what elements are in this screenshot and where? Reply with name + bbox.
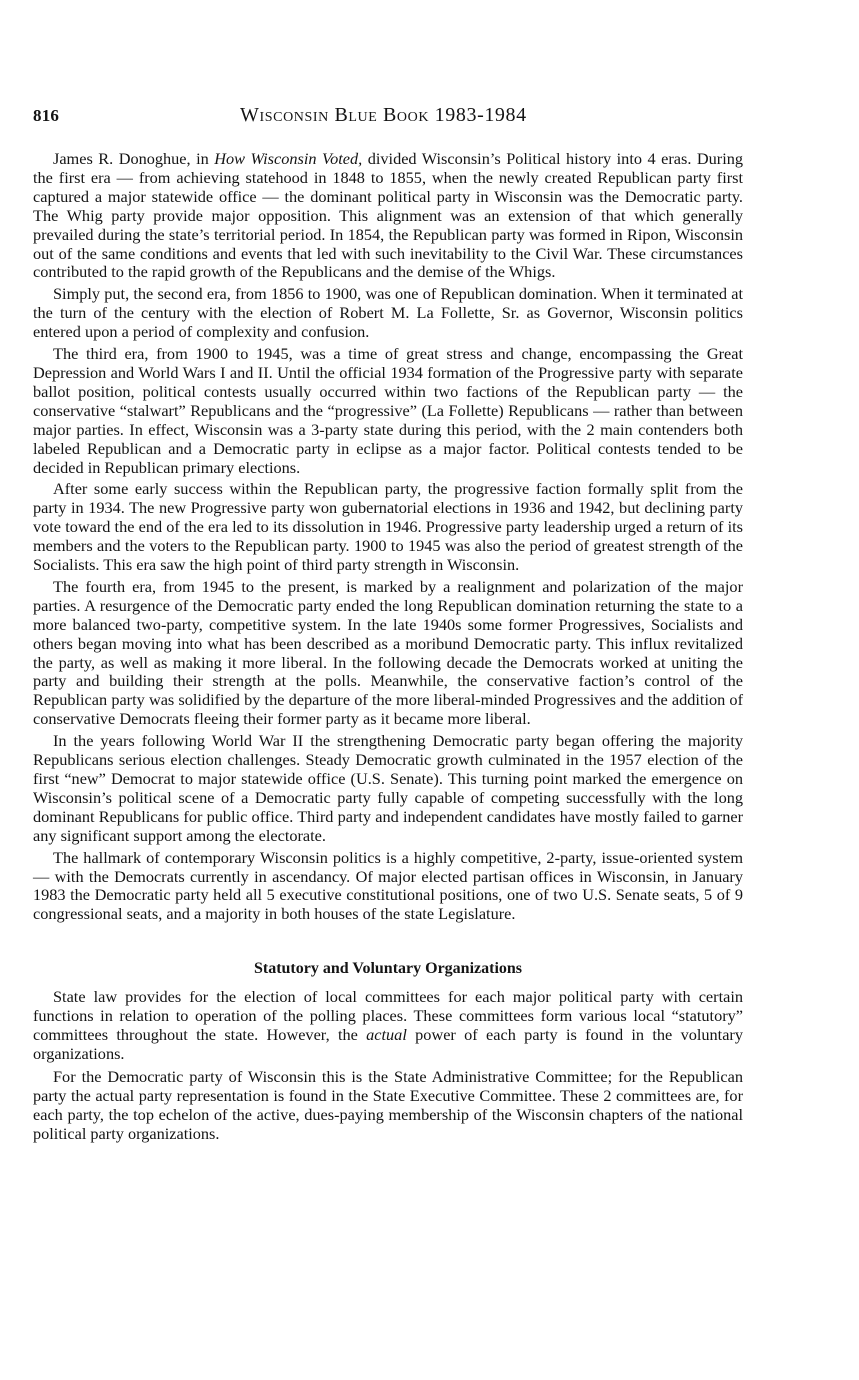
section-paragraph-2: For the Democratic party of Wisconsin this is the State Administrative Committee; for the Republican party the actual party representation is found in the State Executive Committee. These 2 committees are, for each party, the top echelon of the active, dues-paying membership of the Wisconsin chapters of the national political party organizations. (33, 1066, 743, 1143)
emphasized-word: actual (366, 1025, 407, 1045)
running-title: Wisconsin Blue Book 1983-1984 (240, 104, 527, 126)
paragraph-7: The hallmark of contemporary Wisconsin politics is a highly competitive, 2-party, issue-oriented system — with the Democrats currently in ascendancy. Of major elected partisan offices in Wisconsin, in January 1983 the Democratic party held all 5 executive constitutional positions, one of two U.S. Senate seats, 5 of 9 congressional seats, and a majority in both houses of the state Legislature. (33, 847, 743, 924)
paragraph-1: James R. Donoghue, in How Wisconsin Voted, divided Wisconsin’s Political history into 4 eras. During the first era — from achieving statehood in 1848 to 1855, when the newly created Republican party first captured a major statewide office — the dominant political party in Wisconsin was the Democratic party. The Whig party provide major opposition. This alignment was an extension of that which generally prevailed during the state’s territorial period. In 1854, the Republican party was formed in Ripon, Wisconsin out of the same conditions and events that led with such inevitability to the Civil War. These circumstances contributed to the rapid growth of the Republicans and the demise of the Whigs. (33, 149, 744, 282)
page-content (33, 104, 743, 1147)
section-heading: Statutory and Voluntary Organizations (253, 960, 523, 978)
section-body (33, 988, 743, 1143)
page-number: 816 (33, 106, 60, 125)
paragraph-6: In the years following World War II the strengthening Democratic party began offering the majority Republicans serious election challenges. Steady Democratic growth culminated in the 1957 election of the first “new” Democrat to major statewide office (U.S. Senate). This turning point marked the emergence on Wisconsin’s political scene of a Democratic party fully capable of competing successfully with the long dominant Republicans for public office. Third party and independent candidates have mostly failed to garner any significant support among the electorate. (33, 731, 743, 845)
paragraph-3: The third era, from 1900 to 1945, was a time of great stress and change, encompassing the Great Depression and World Wars I and II. Until the official 1934 formation of the Progressive party with separate ballot position, political contests usually occurred within two factions of the Republican party — the conservative “stalwart” Republicans and the “progressive” (La Follette) Republicans — rather than between major parties. In effect, Wisconsin was a 3-party state during this period, with the 2 main contenders both labeled Republican and a Democratic party in eclipse as a major factor. Political contests tended to be decided in Republican primary elections. (33, 344, 743, 477)
book-title: How Wisconsin Voted, (214, 149, 363, 168)
paragraph-4: After some early success within the Republican party, the progressive faction formally split from the party in 1934. The new Progressive party won gubernatorial elections in 1936 and 1942, but declining party vote toward the end of the era led to its dissolution in 1946. Progressive party leadership urged a return of its members and the voters to the Republican party. 1900 to 1945 was also the period of greatest strength of the Socialists. This era saw the high point of third party strength in Wisconsin. (33, 479, 743, 575)
running-head (33, 104, 743, 136)
section-paragraph-1: State law provides for the election of local committees for each major political party with certain functions in relation to operation of the polling places. These committees form various local “statutory” committees throughout the state. However, the actual power of each party is found in the voluntary organizations. (33, 987, 743, 1063)
paragraph-2: Simply put, the second era, from 1856 to 1900, was one of Republican domination. When it terminated at the turn of the century with the election of Robert M. La Follette, Sr. as Governor, Wisconsin politics entered upon a period of complexity and confusion. (33, 284, 743, 342)
article-body (33, 150, 743, 924)
paragraph-5: The fourth era, from 1945 to the present, is marked by a realignment and polarization of the major parties. A resurgence of the Democratic party ended the long Republican domination returning the state to a more balanced two-party, competitive system. In the late 1940s some former Progressives, Socialists and others began moving into what has been described as a moribund Democratic party. This influx revitalized the party, as well as making it more liberal. In the following decade the Democrats worked at uniting the party and building their strength at the polls. Meanwhile, the conservative faction’s control of the Republican party was solidified by the departure of the more liberal-minded Progressives and the addition of conservative Democrats fleeing their former party as it became more liberal. (33, 576, 743, 729)
